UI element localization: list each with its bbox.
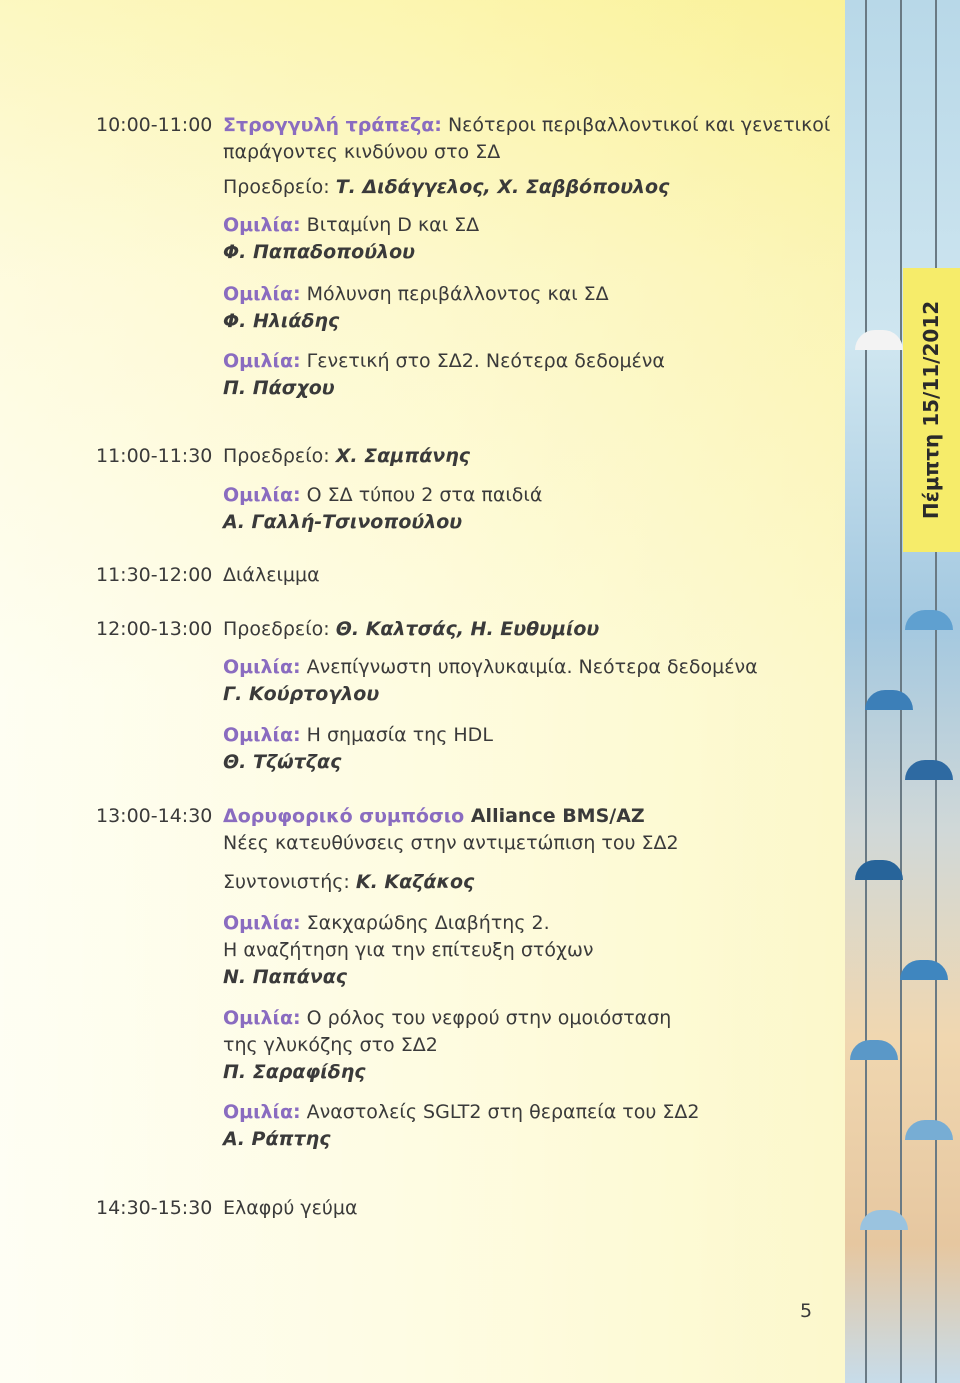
talk: Ομιλία: Αναστολείς SGLT2 στη θεραπεία του ΣΔ2 Α. Ράπτης — [223, 1101, 700, 1150]
coordinator: Συντονιστής: Κ. Καζάκος — [223, 871, 475, 893]
talk: Ομιλία: Μόλυνση περιβάλλοντος και ΣΔ Φ. Ηλιάδης — [223, 283, 609, 332]
talk: Ομιλία: Η σημασία της HDL Θ. Τζώτζας — [223, 724, 493, 773]
satellite-label: Δορυφορικό συμπόσιο — [223, 805, 465, 827]
umbrellas-photo — [845, 0, 960, 1383]
talk: Ομιλία: Σακχαρώδης Διαβήτης 2. Η αναζήτηση για την επίτευξη στόχων Ν. Παπάνας — [223, 912, 594, 988]
talk: Ομιλία: Βιταμίνη D και ΣΔ Φ. Παπαδοπούλου — [223, 214, 480, 263]
talk: Ομιλία: Ανεπίγνωστη υπογλυκαιμία. Νεότερα δεδομένα Γ. Κούρτογλου — [223, 656, 758, 705]
page-number: 5 — [800, 1300, 813, 1322]
talk: Ομιλία: Γενετική στο ΣΔ2. Νεότερα δεδομένα Π. Πάσχου — [223, 350, 665, 399]
date-label: Πέμπτη 15/11/2012 — [919, 300, 944, 520]
roundtable-label: Στρογγυλή τράπεζα: — [223, 114, 442, 136]
talk: Ομιλία: Ο ρόλος του νεφρού στην ομοιόσταση της γλυκόζης στο ΣΔ2 Π. Σαραφίδης — [223, 1007, 672, 1083]
session-time: 10:00-11:00 — [96, 114, 213, 136]
talk: Ομιλία: Ο ΣΔ τύπου 2 στα παιδιά Α. Γαλλή-Τσινοπούλου — [223, 484, 543, 533]
chairs: Προεδρείο: Τ. Διδάγγελος, Χ. Σαββόπουλος — [223, 176, 670, 198]
